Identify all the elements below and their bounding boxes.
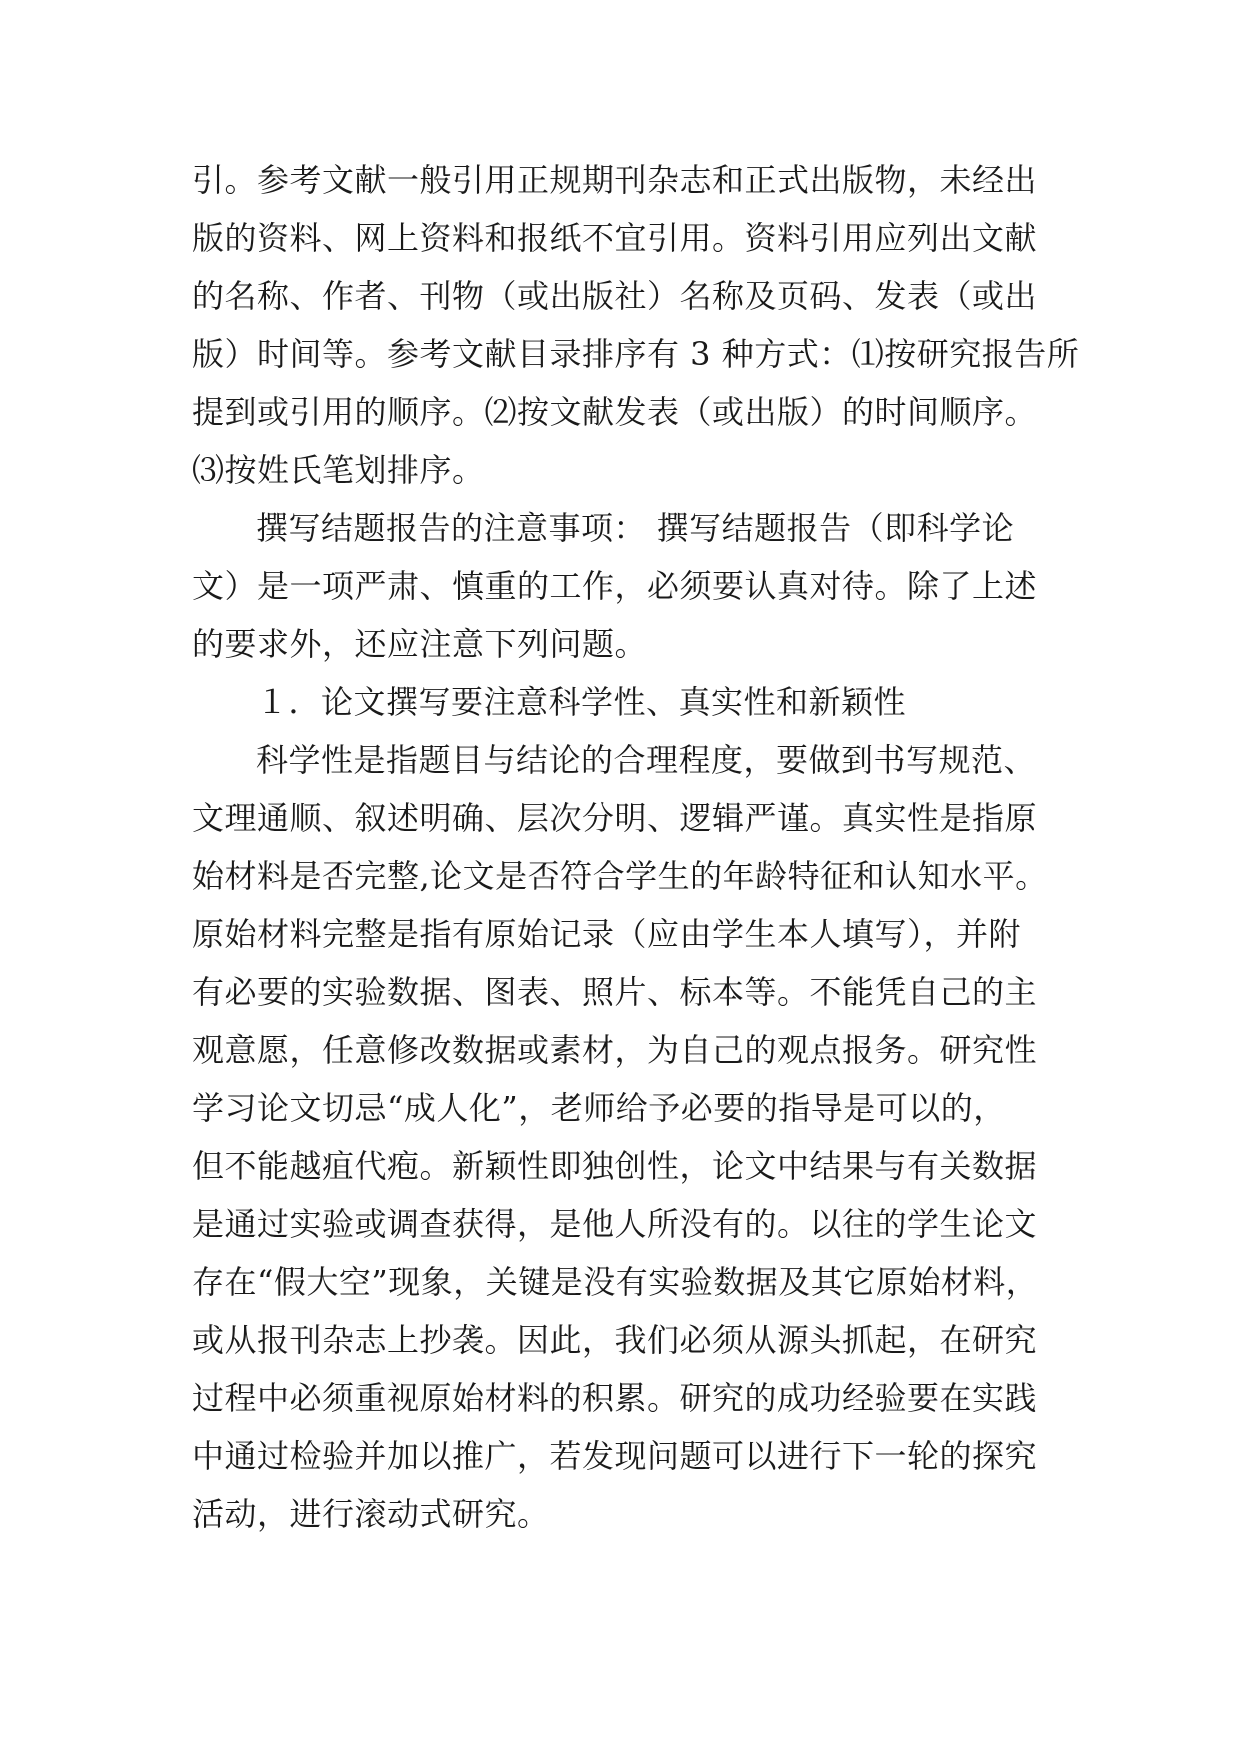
text-line: 的要求外，还应注意下列问题。 [192, 625, 648, 663]
text-line: 活动，进行滚动式研究。 [192, 1495, 550, 1533]
text-line: 但不能越疽代疱。新颖性即独创性，论文中结果与有关数据 [192, 1147, 1038, 1185]
paragraph-start-line: 科学性是指题目与结论的合理程度，要做到书写规范、 [256, 741, 1037, 779]
paragraph-start-line: 撰写结题报告的注意事项： 撰写结题报告（即科学论 [256, 509, 1015, 547]
text-line: 文）是一项严肃、慎重的工作，必须要认真对待。除了上述 [192, 567, 1038, 605]
section-heading: １．论文撰写要注意科学性、真实性和新颖性 [256, 683, 907, 721]
text-line: 版的资料、网上资料和报纸不宜引用。资料引用应列出文献 [192, 219, 1038, 257]
text-line: 存在“假大空”现象，关键是没有实验数据及其它原始材料， [192, 1263, 1039, 1301]
text-line: 观意愿，任意修改数据或素材，为自己的观点报务。研究性 [192, 1031, 1038, 1069]
text-line: 引。参考文献一般引用正规期刊杂志和正式出版物，未经出 [192, 161, 1038, 199]
text-line: 过程中必须重视原始材料的积累。研究的成功经验要在实践 [192, 1379, 1038, 1417]
text-line: 是通过实验或调查获得，是他人所没有的。以往的学生论文 [192, 1205, 1038, 1243]
text-line: 始材料是否完整,论文是否符合学生的年龄特征和认知水平。 [192, 857, 1048, 895]
text-line: 文理通顺、叙述明确、层次分明、逻辑严谨。真实性是指原 [192, 799, 1038, 837]
text-line: 有必要的实验数据、图表、照片、标本等。不能凭自己的主 [192, 973, 1038, 1011]
text-line: 的名称、作者、刊物（或出版社）名称及页码、发表（或出 [192, 277, 1038, 315]
text-line: 学习论文切忌“成人化”，老师给予必要的指导是可以的， [192, 1089, 1006, 1127]
text-line: 或从报刊杂志上抄袭。因此，我们必须从源头抓起，在研究 [192, 1321, 1038, 1359]
text-line: 原始材料完整是指有原始记录（应由学生本人填写），并附 [192, 915, 1022, 953]
text-line: 中通过检验并加以推广，若发现问题可以进行下一轮的探究 [192, 1437, 1038, 1475]
text-line: 提到或引用的顺序。⑵按文献发表（或出版）的时间顺序。 [192, 393, 1038, 431]
text-line: ⑶按姓氏笔划排序。 [192, 451, 485, 489]
text-line: 版）时间等。参考文献目录排序有 3 种方式：⑴按研究报告所 [192, 335, 1080, 373]
